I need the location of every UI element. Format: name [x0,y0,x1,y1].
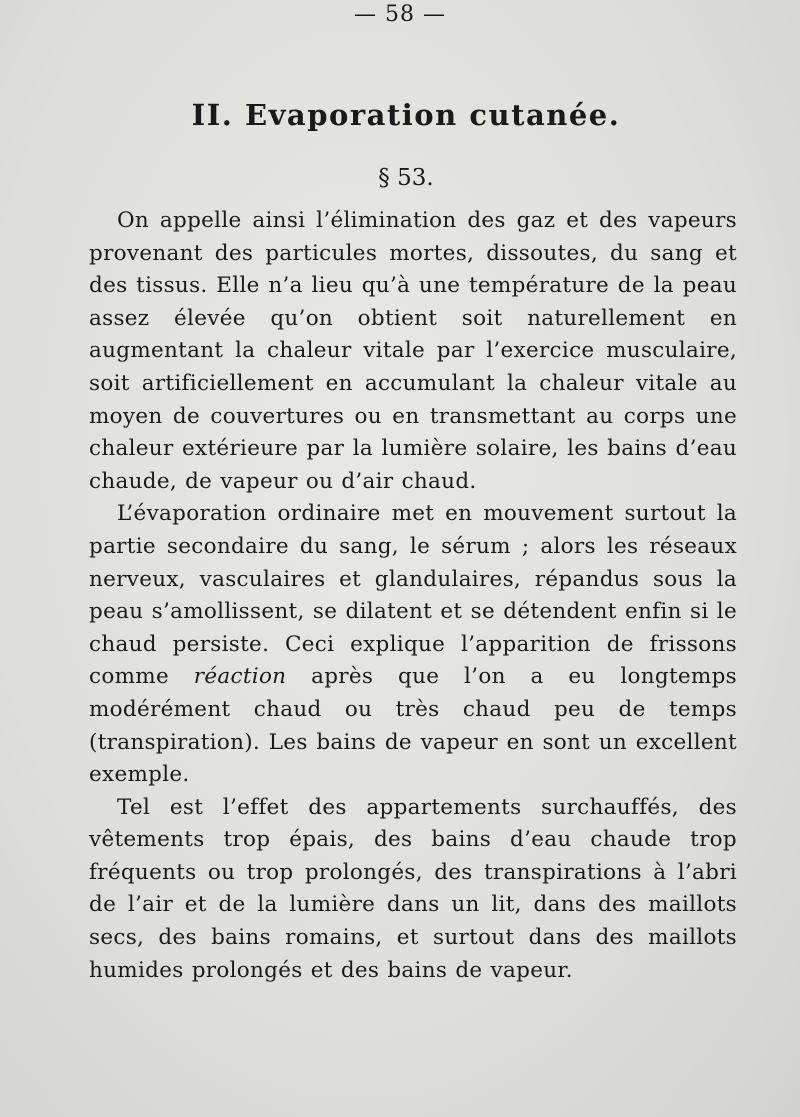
paragraph-2-text-before: L’évaporation ordinaire met en mouvement surtout la partie secondaire du sang, le sérum ; alors les réseaux nerveux, vasculaires et glandulaires, répandus sous la peau s’amollissent, se dilatent et se détendent enfin si le chaud persiste. Ceci explique l’apparition de frissons comme [89,501,737,690]
paragraph-3: Tel est l’effet des appartements surchauffés, des vêtements trop épais, des bains d’eau chaude trop fréquents ou trop prolongés, des transpirations à l’abri de l’air et de la lumière dans un lit, dans des maillots secs, des bains romains, et surtout dans des maillots humides prolongés et des bains de vapeur. [89,794,737,983]
section-title: II. Evaporation cutanée. [191,98,621,132]
paragraph-2 [89,498,737,791]
body-text [89,205,737,987]
paragraph-2-text-after: après que l’on a eu longtemps modérément chaud ou très chaud peu de temps (transpiration). Les bains de vapeur en sont un excellent exemple. [89,664,737,788]
paragraph-1: On appelle ainsi l’élimination des gaz et des vapeurs provenant des particules mortes, dissoutes, du sang et des tissus. Elle n’a lieu qu’à une température de la peau assez élevée qu’on obtient soit naturellement en augmentant la chaleur vitale par l’exercice musculaire, soit artificiellement en accumulant la chaleur vitale au moyen de couvertures ou en transmettant au corps une chaleur extérieure par la lumière solaire, les bains d’eau chaude, de vapeur ou d’air chaud. [89,208,737,494]
page-number: — 58 — [354,2,446,27]
paragraph-2-emphasis: réaction [193,664,287,690]
paragraph-number: § 53. [378,165,434,191]
